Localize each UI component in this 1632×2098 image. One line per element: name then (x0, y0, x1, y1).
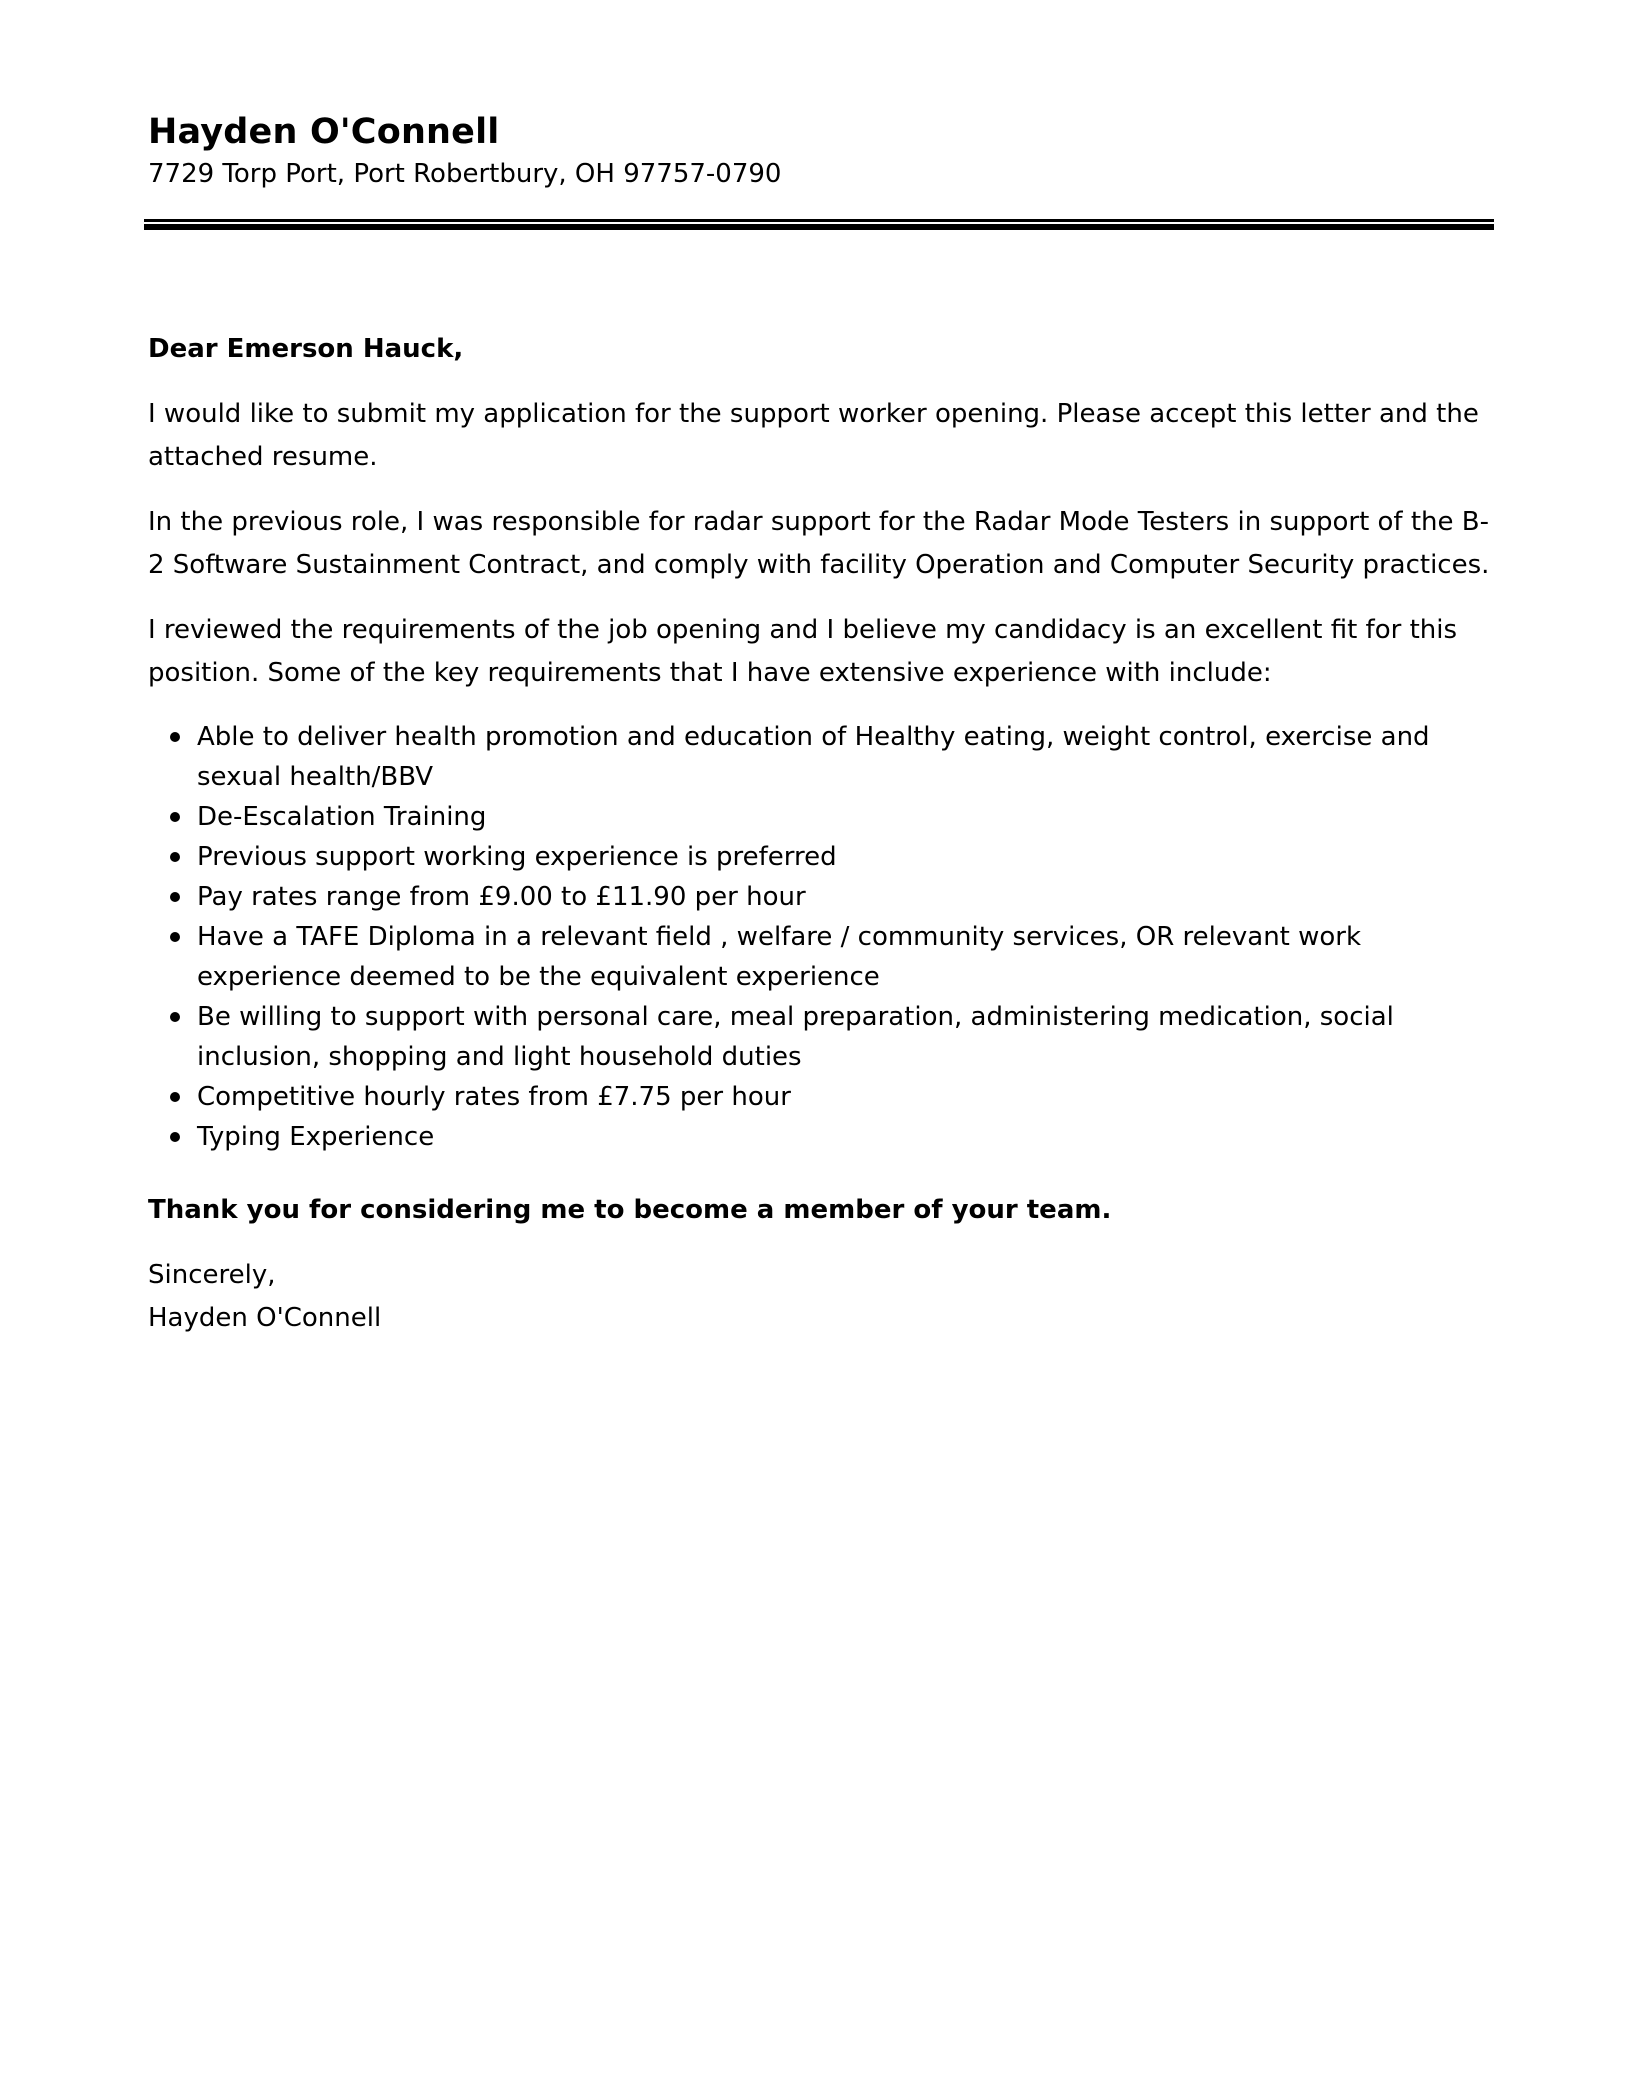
sender-address: 7729 Torp Port, Port Robertbury, OH 97757-0790 (148, 159, 782, 189)
signoff: Sincerely, (148, 1260, 276, 1290)
salutation: Dear Emerson Hauck, (148, 334, 464, 364)
list-item (148, 1077, 1490, 1117)
list-item (148, 877, 1490, 917)
list-item-text: Competitive hourly rates from £7.75 per hour (197, 1082, 791, 1112)
bullet-icon (170, 732, 180, 742)
list-item (148, 917, 1490, 997)
bullet-icon (170, 932, 180, 942)
intro-paragraph: I would like to submit my application for the support worker opening. Please accept this letter and the attached resume. (148, 399, 1479, 472)
list-item (148, 1117, 1490, 1157)
list-item-text: Able to deliver health promotion and education of Healthy eating, weight control, exercise and sexual health/BBV (197, 722, 1430, 792)
list-item-text: Previous support working experience is preferred (197, 842, 837, 872)
list-item (148, 997, 1490, 1077)
bullet-icon (170, 852, 180, 862)
list-item-text: Have a TAFE Diploma in a relevant field , welfare / community services, OR relevant work experience deemed to be the equivalent experience (197, 922, 1362, 992)
list-item-text: Typing Experience (197, 1122, 435, 1152)
requirements-intro-paragraph: I reviewed the requirements of the job opening and I believe my candidacy is an excellent fit for this position. Some of the key requirements that I have extensive experience with include: (148, 615, 1458, 688)
list-item (148, 797, 1490, 837)
list-item-text: Be willing to support with personal care, meal preparation, administering medication, social inclusion, shopping and light household duties (197, 1002, 1394, 1072)
sender-name: Hayden O'Connell (148, 112, 500, 152)
bullet-icon (170, 1092, 180, 1102)
bullet-icon (170, 892, 180, 902)
bullet-icon (170, 812, 180, 822)
header-divider (144, 219, 1494, 230)
list-item (148, 837, 1490, 877)
list-item-text: De-Escalation Training (197, 802, 487, 832)
letter-body (148, 328, 1490, 1340)
letter-header (148, 110, 1490, 230)
closing-statement: Thank you for considering me to become a member of your team. (148, 1195, 1112, 1225)
bullet-icon (170, 1012, 180, 1022)
signature-name: Hayden O'Connell (148, 1303, 382, 1333)
list-item-text: Pay rates range from £9.00 to £11.90 per hour (197, 882, 806, 912)
experience-paragraph: In the previous role, I was responsible for radar support for the Radar Mode Testers in support of the B-2 Software Sustainment Contract, and comply with facility Operation and Computer Security practices. (148, 507, 1490, 580)
bullet-icon (170, 1132, 180, 1142)
header-divider-thick-line (144, 224, 1494, 230)
requirements-list (148, 717, 1490, 1157)
list-item (148, 717, 1490, 797)
